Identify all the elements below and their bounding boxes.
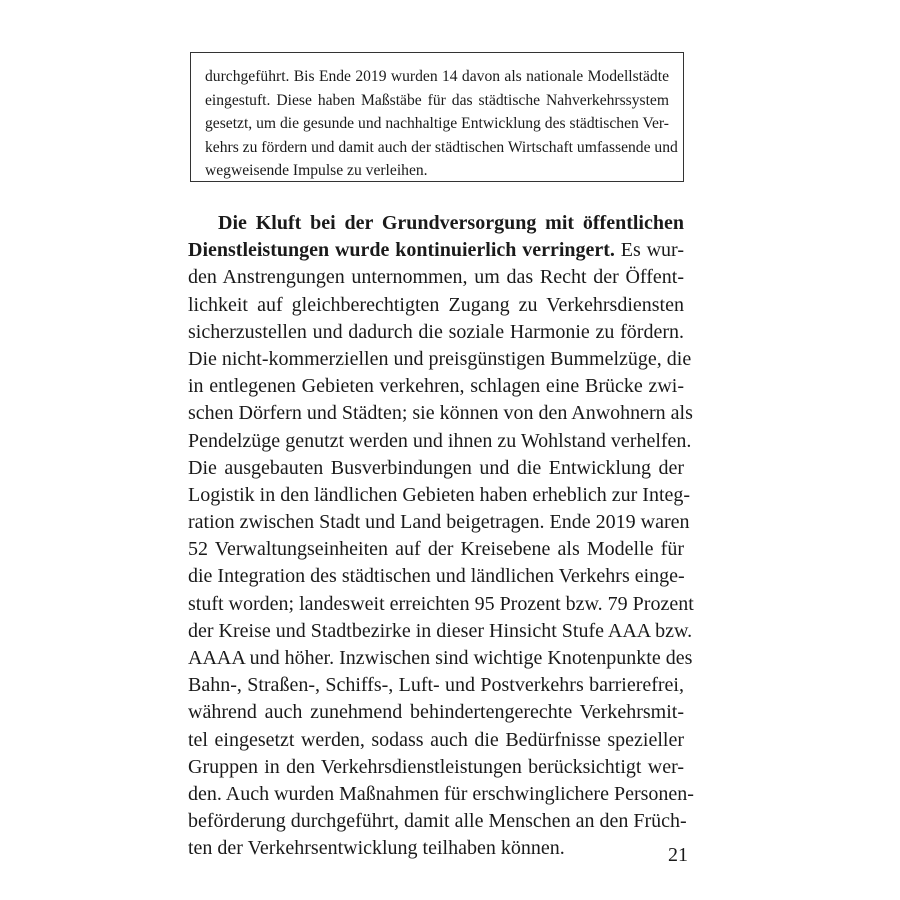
text-line: in entlegenen Gebieten verkehren, schlagen eine Brücke zwi- [188, 375, 684, 398]
text-line: tel eingesetzt werden, sodass auch die Bedürfnisse spezieller [188, 728, 684, 751]
page-number: 21 [668, 844, 688, 866]
boxed-note [190, 52, 684, 182]
text-line: sicherzustellen und dadurch die soziale Harmonie zu fördern. [188, 320, 684, 343]
section-heading-continued: Dienstleistungen wurde kontinuierlich verringert. [188, 239, 615, 262]
text-line: stuft worden; landesweit erreichten 95 Prozent bzw. 79 Prozent [188, 592, 694, 615]
text-line: ten der Verkehrsentwicklung teilhaben können. [188, 837, 565, 860]
text-line: die Integration des städtischen und ländlichen Verkehrs einge- [188, 565, 685, 588]
body-paragraph [188, 210, 694, 863]
text-line: 52 Verwaltungseinheiten auf der Kreisebene als Modelle für [188, 538, 684, 561]
note-line: kehrs zu fördern und damit auch der städtischen Wirtschaft umfassende und [205, 138, 678, 156]
note-line: eingestuft. Diese haben Maßstäbe für das städtische Nahverkehrssystem [205, 91, 669, 109]
text-line: ration zwischen Stadt und Land beigetragen. Ende 2019 waren [188, 511, 690, 534]
text-line: Bahn-, Straßen-, Schiffs-, Luft- und Postverkehrs barrierefrei, [188, 674, 684, 697]
text-line: beförderung durchgeführt, damit alle Menschen an den Früch- [188, 810, 687, 833]
text-line: Logistik in den ländlichen Gebieten haben erheblich zur Integ- [188, 483, 691, 506]
text-line: schen Dörfern und Städten; sie können von den Anwohnern als [188, 402, 693, 425]
text-line: AAAA und höher. Inzwischen sind wichtige Knotenpunkte des [188, 647, 693, 669]
text-line: Pendelzüge genutzt werden und ihnen zu Wohlstand verhelfen. [188, 429, 692, 452]
text-line: Gruppen in den Verkehrsdienstleistungen berücksichtigt wer- [188, 755, 684, 778]
text-line: den Anstrengungen unternommen, um das Recht der Öffent- [188, 266, 684, 289]
text-line: Die ausgebauten Busverbindungen und die Entwicklung der [188, 456, 684, 479]
text-line: lichkeit auf gleichberechtigten Zugang zu Verkehrsdiensten [188, 293, 684, 316]
note-line: gesetzt, um die gesunde und nachhaltige Entwicklung des städtischen Ver- [205, 115, 669, 133]
text-line [188, 237, 684, 264]
section-heading: Die Kluft bei der Grundversorgung mit öffentlichen [218, 212, 684, 234]
text-line: den. Auch wurden Maßnahmen für erschwinglichere Personen- [188, 782, 694, 805]
note-line: durchgeführt. Bis Ende 2019 wurden 14 davon als nationale Modellstädte [205, 68, 669, 85]
note-line: wegweisende Impulse zu verleihen. [205, 162, 428, 180]
text-fragment: Es wur- [614, 239, 684, 262]
text-line: der Kreise und Stadtbezirke in dieser Hinsicht Stufe AAA bzw. [188, 619, 693, 642]
text-line: während auch zunehmend behindertengerechte Verkehrsmit- [188, 701, 684, 724]
text-line: Die nicht-kommerziellen und preisgünstigen Bummelzüge, die [188, 347, 692, 370]
